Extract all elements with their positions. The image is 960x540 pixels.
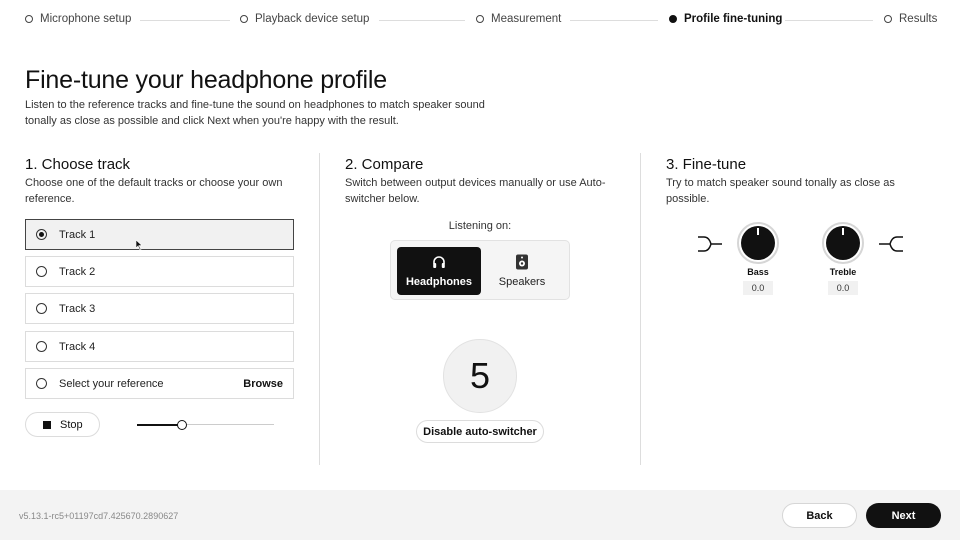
radio-icon[interactable]: [36, 303, 47, 314]
choose-track-title: 1. Choose track: [25, 156, 131, 173]
step-results: [884, 13, 937, 25]
treble-control: [818, 222, 868, 296]
footer-bar: [0, 490, 960, 540]
volume-slider-track[interactable]: [182, 424, 274, 425]
compare-description: Switch between output devices manually or use Auto-switcher below.: [345, 177, 606, 205]
step-profile-fine-tuning: [669, 13, 782, 25]
step-status-icon: [25, 15, 33, 23]
bass-label: Bass: [747, 267, 769, 277]
progress-stepper: [0, 0, 960, 40]
step-status-icon: [240, 15, 248, 23]
output-device-switch: [390, 240, 570, 300]
track-option-2[interactable]: [25, 256, 294, 287]
bass-value[interactable]: 0.0: [743, 281, 773, 295]
stop-icon: [43, 421, 51, 429]
step-status-icon: [476, 15, 484, 23]
speakers-button[interactable]: [480, 247, 564, 295]
radio-icon[interactable]: [36, 266, 47, 277]
volume-slider-thumb[interactable]: [177, 420, 187, 430]
step-status-icon: [669, 15, 677, 23]
listening-on-label: Listening on:: [448, 220, 512, 232]
radio-icon[interactable]: [36, 378, 47, 389]
low-shelf-filter-icon: [697, 234, 723, 254]
track-option-4[interactable]: [25, 331, 294, 362]
next-button[interactable]: Next: [866, 503, 941, 528]
treble-knob[interactable]: [822, 222, 864, 264]
page-title: Fine-tune your headphone profile: [25, 66, 387, 94]
step-microphone-setup: [25, 13, 131, 25]
step-connector: [785, 20, 873, 21]
high-shelf-filter-icon: [878, 234, 904, 254]
auto-switch-countdown: 5: [443, 339, 517, 413]
volume-slider-fill[interactable]: [137, 424, 182, 426]
step-label: Profile fine-tuning: [684, 13, 783, 25]
page-subtitle: Listen to the reference tracks and fine-tune the sound on headphones to match speaker sound tonally as close as possible and click Next when you're happy with the result.: [25, 99, 485, 127]
track-option-3[interactable]: [25, 293, 294, 324]
treble-label: Treble: [829, 267, 857, 277]
choose-track-description: Choose one of the default tracks or choose your own reference.: [25, 177, 283, 205]
step-playback-device-setup: [240, 13, 369, 25]
step-label: Results: [899, 13, 938, 25]
step-connector: [379, 20, 465, 21]
version-label: v5.13.1-rc5+01197cd7.425670.2890627: [19, 511, 179, 521]
headphones-button[interactable]: [397, 247, 481, 295]
fine-tune-title: 3. Fine-tune: [666, 156, 747, 173]
disable-auto-switcher-button[interactable]: Disable auto-switcher: [416, 420, 544, 443]
reference-label: Select your reference: [59, 377, 164, 390]
radio-icon[interactable]: [36, 341, 47, 352]
headphones-label: Headphones: [405, 276, 472, 288]
knob-indicator: [826, 226, 860, 260]
treble-value[interactable]: 0.0: [828, 281, 858, 295]
column-divider: [319, 153, 320, 465]
column-divider: [640, 153, 641, 465]
back-button[interactable]: Back: [782, 503, 857, 528]
knob-indicator: [741, 226, 775, 260]
step-status-icon: [884, 15, 892, 23]
track-label: Track 1: [59, 228, 96, 241]
track-label: Track 3: [59, 302, 96, 315]
speakers-label: Speakers: [498, 276, 546, 288]
fine-tune-description: Try to match speaker sound tonally as close as possible.: [666, 177, 895, 205]
bass-control: [733, 222, 783, 296]
track-option-1[interactable]: [25, 219, 294, 250]
mouse-pointer-icon: [136, 240, 144, 250]
step-label: Measurement: [491, 13, 562, 25]
bass-knob[interactable]: [737, 222, 779, 264]
browse-button[interactable]: Browse: [243, 377, 283, 390]
track-label: Track 2: [59, 265, 96, 278]
step-connector: [140, 20, 230, 21]
stop-button[interactable]: [25, 412, 100, 437]
step-measurement: [476, 13, 561, 25]
track-label: Track 4: [59, 340, 96, 353]
radio-selected-icon[interactable]: [36, 229, 47, 240]
compare-title: 2. Compare: [345, 156, 424, 173]
speaker-icon: [515, 254, 529, 270]
reference-track-option[interactable]: [25, 368, 294, 399]
stop-label: Stop: [60, 418, 83, 431]
step-label: Microphone setup: [40, 13, 132, 25]
headphones-icon: [431, 254, 447, 270]
step-connector: [570, 20, 658, 21]
step-label: Playback device setup: [255, 13, 370, 25]
